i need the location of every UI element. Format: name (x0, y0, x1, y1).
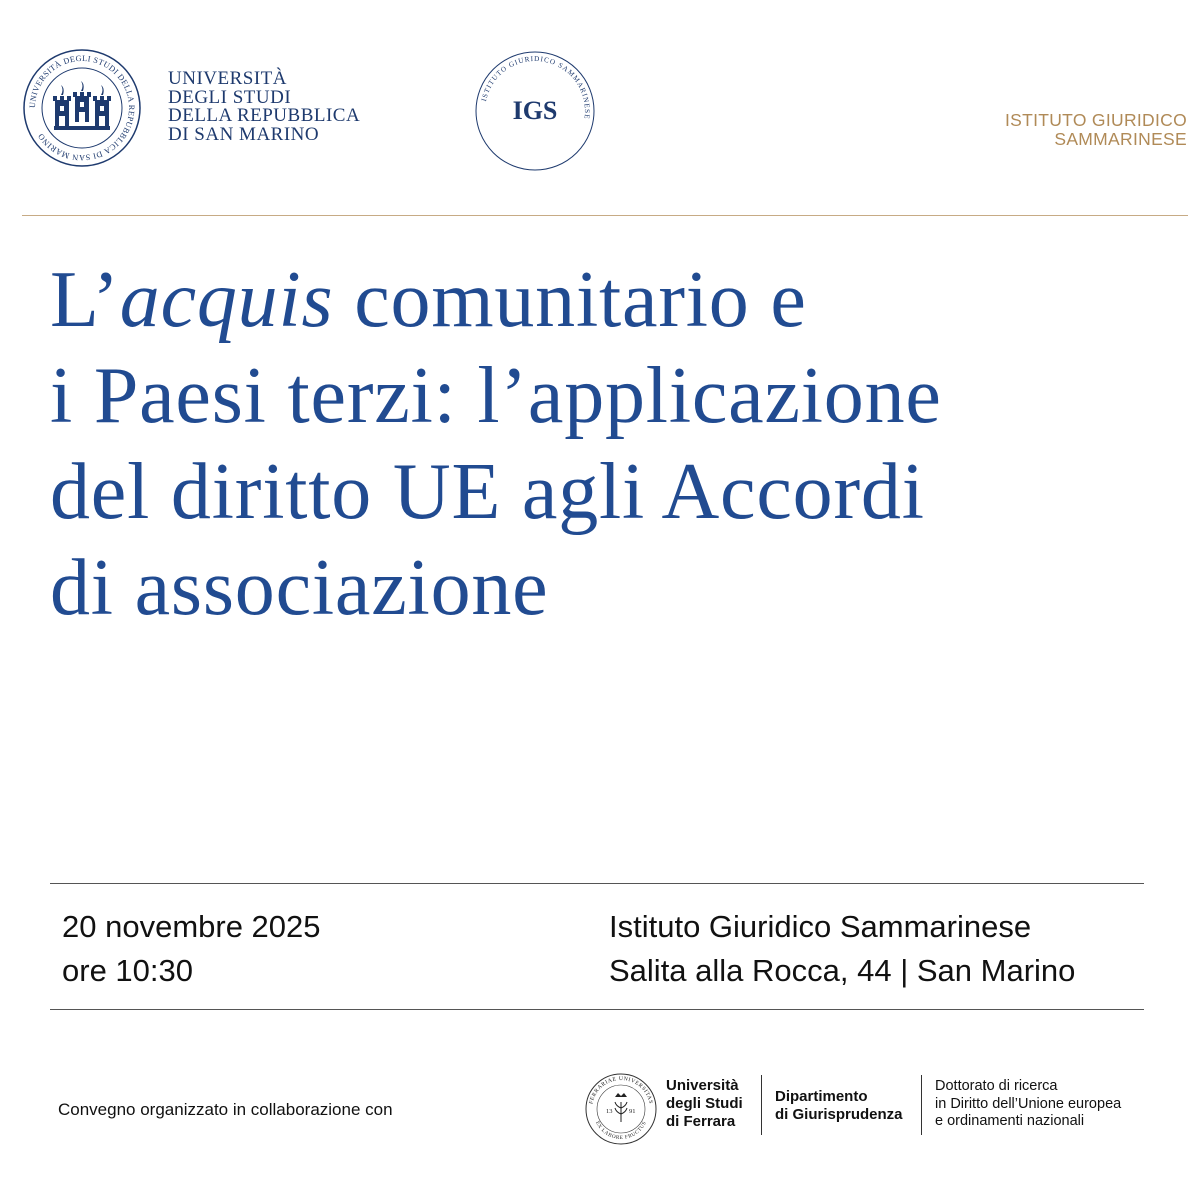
department-name-block (775, 1088, 903, 1124)
title-line-1-prefix: L’ (50, 256, 120, 344)
usm-name-line: UNIVERSITÀ (168, 68, 287, 89)
usm-seal-ring-text: UNIVERSITÀ DEGLI STUDI DELLA REPUBBLICA DI SAN MARINO (27, 53, 137, 163)
usm-name-line: DI SAN MARINO (168, 123, 320, 145)
phd-program-line: e ordinamenti nazionali (935, 1113, 1085, 1129)
collaboration-text: Convegno organizzato in collaborazione con (58, 1100, 393, 1119)
igs-monogram: IGS (512, 96, 558, 125)
event-date: 20 novembre 2025 (62, 909, 321, 944)
footer-separator (761, 1075, 762, 1135)
phd-program-line: in Diritto dell’Unione europea (935, 1095, 1122, 1112)
title-line-1-suffix: comunitario e (333, 256, 807, 344)
unife-name-line: degli Studi (666, 1095, 743, 1112)
department-name-line: di Giurisprudenza (775, 1106, 903, 1123)
unife-name-line: Università (666, 1077, 739, 1094)
title-line-4: di associazione (50, 544, 549, 632)
event-datetime (62, 905, 321, 993)
phd-program-block (935, 1078, 1121, 1131)
usm-name-line: DELLA REPUBBLICA (168, 105, 361, 126)
unife-seal-bottom-text: EX LABORE FRUCTUS (594, 1120, 648, 1142)
unife-name-line: di Ferrara (666, 1113, 736, 1130)
info-bottom-divider (50, 1009, 1144, 1010)
igs-name-line: ISTITUTO GIURIDICO (1004, 110, 1187, 130)
usm-name-line: DEGLI STUDI (168, 86, 292, 108)
title-line-3: del diritto UE agli Accordi (50, 448, 925, 536)
department-name-line: Dipartimento (775, 1088, 868, 1105)
unife-seal-top-text: FERRARIAE UNIVERSITAS (588, 1075, 654, 1105)
igs-seal-logo (474, 50, 596, 172)
phd-program-line: Dottorato di ricerca (935, 1078, 1058, 1094)
title-line-1 (50, 252, 1170, 348)
unife-name-block (666, 1077, 743, 1131)
title-line-2: i Paesi terzi: l’applicazione (50, 352, 942, 440)
event-time: ore 10:30 (62, 953, 193, 988)
usm-seal-logo (22, 48, 142, 168)
unife-seal-logo (584, 1072, 658, 1146)
igs-seal-ring-text: ISTITUTO GIURIDICO SAMMARINESE (479, 54, 592, 121)
unife-year-left: 13 (606, 1108, 613, 1115)
usm-name-block (168, 70, 360, 144)
title-italic-word: acquis (119, 256, 334, 344)
event-address: Salita alla Rocca, 44 | San Marino (609, 953, 1076, 988)
igs-name-block (1005, 111, 1187, 149)
unife-year-right: 91 (629, 1108, 636, 1115)
info-top-divider (50, 883, 1144, 884)
igs-name-line: SAMMARINESE (1054, 129, 1187, 149)
event-location (609, 905, 1075, 993)
conference-title (50, 252, 1170, 636)
event-venue: Istituto Giuridico Sammarinese (609, 909, 1032, 944)
footer-separator (921, 1075, 922, 1135)
header-divider (22, 215, 1188, 216)
